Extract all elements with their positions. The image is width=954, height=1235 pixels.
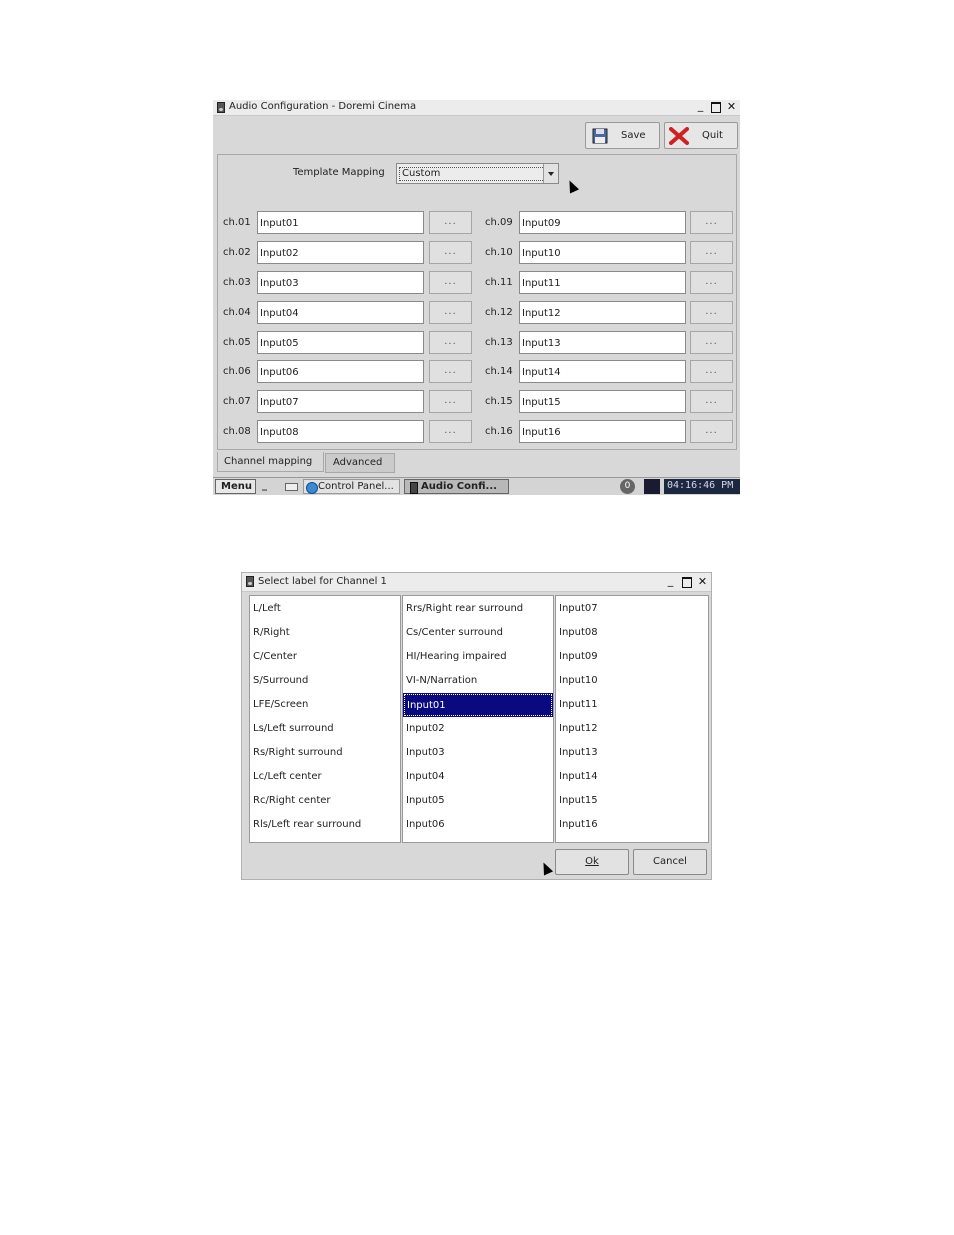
channel-label: ch.01 [223, 217, 251, 228]
channel-label: ch.03 [223, 277, 251, 288]
quit-button[interactable] [664, 122, 738, 149]
list-item[interactable]: Ls/Left surround [253, 723, 334, 734]
floppy-disk-icon [592, 128, 608, 144]
channel-input[interactable]: Input11 [519, 271, 686, 294]
channel-input[interactable]: Input13 [519, 331, 686, 354]
channel-label: ch.02 [223, 247, 251, 258]
channel-browse-button[interactable]: ... [690, 301, 733, 324]
channel-browse-button[interactable]: ... [690, 420, 733, 443]
channel-browse-button[interactable]: ... [429, 301, 472, 324]
channel-input[interactable]: Input04 [257, 301, 424, 324]
cancel-button[interactable] [633, 849, 707, 875]
minimize-all-button[interactable] [258, 479, 276, 494]
list-item[interactable]: Cs/Center surround [406, 627, 503, 638]
close-icon[interactable]: ✕ [726, 100, 737, 113]
list-item[interactable]: Input14 [559, 771, 598, 782]
channel-label: ch.04 [223, 307, 251, 318]
select-label-dialog [241, 572, 712, 880]
tab-advanced[interactable]: Advanced [325, 453, 395, 473]
channel-browse-button[interactable]: ... [429, 390, 472, 413]
list-item[interactable]: Input10 [559, 675, 598, 686]
audio-configuration-window [213, 100, 740, 494]
list-item[interactable]: L/Left [253, 603, 281, 614]
list-item[interactable]: Rls/Left rear surround [253, 819, 362, 830]
label-column-3[interactable] [555, 595, 709, 843]
taskbar-audio-config[interactable] [404, 479, 509, 494]
channel-browse-button[interactable]: ... [690, 241, 733, 264]
notification-badge[interactable]: 0 [620, 479, 635, 494]
taskbar-control-panel[interactable] [303, 479, 400, 494]
list-item[interactable]: Rs/Right surround [253, 747, 343, 758]
list-item[interactable]: Input01 [404, 694, 552, 716]
channel-label: ch.15 [485, 396, 513, 407]
label-column-2[interactable] [402, 595, 554, 843]
channel-input[interactable]: Input15 [519, 390, 686, 413]
channel-browse-button[interactable]: ... [690, 390, 733, 413]
channel-browse-button[interactable]: ... [429, 360, 472, 383]
minimize-icon[interactable]: _ [667, 574, 674, 587]
template-mapping-value: Custom [399, 167, 545, 181]
list-item[interactable]: Input13 [559, 747, 598, 758]
clock: 04:16:46 PM [664, 479, 740, 494]
tab-channel-mapping[interactable]: Channel mapping [217, 452, 324, 472]
list-item[interactable]: S/Surround [253, 675, 309, 686]
channel-input[interactable]: Input02 [257, 241, 424, 264]
list-item[interactable]: Rrs/Right rear surround [406, 603, 524, 614]
channel-browse-button[interactable]: ... [690, 211, 733, 234]
list-item[interactable]: HI/Hearing impaired [406, 651, 507, 662]
channel-input[interactable]: Input10 [519, 241, 686, 264]
list-item[interactable]: Input11 [559, 699, 598, 710]
channel-browse-button[interactable]: ... [429, 271, 472, 294]
list-item[interactable]: C/Center [253, 651, 298, 662]
channel-label: ch.07 [223, 396, 251, 407]
channel-input[interactable]: Input16 [519, 420, 686, 443]
control-panel-label: Control Panel... [318, 481, 394, 492]
close-icon[interactable]: ✕ [697, 575, 708, 588]
channel-input[interactable]: Input03 [257, 271, 424, 294]
list-item[interactable]: Input08 [559, 627, 598, 638]
channel-label: ch.12 [485, 307, 513, 318]
channel-label: ch.05 [223, 337, 251, 348]
channel-input[interactable]: Input06 [257, 360, 424, 383]
show-desktop-button[interactable] [281, 479, 301, 494]
channel-input[interactable]: Input09 [519, 211, 686, 234]
title-bar[interactable] [213, 100, 740, 116]
list-item[interactable]: Input15 [559, 795, 598, 806]
channel-label: ch.14 [485, 366, 513, 377]
audio-config-label: Audio Confi... [421, 481, 497, 492]
channel-browse-button[interactable]: ... [429, 241, 472, 264]
list-item[interactable]: VI-N/Narration [406, 675, 478, 686]
minimize-label: _ [262, 480, 267, 491]
channel-label: ch.09 [485, 217, 513, 228]
channel-label: ch.11 [485, 277, 513, 288]
list-item[interactable]: Input06 [406, 819, 445, 830]
quit-label: Quit [702, 130, 723, 141]
channel-browse-button[interactable]: ... [429, 331, 472, 354]
maximize-icon[interactable] [682, 577, 692, 588]
list-item[interactable]: Rc/Right center [253, 795, 331, 806]
channel-input[interactable]: Input08 [257, 420, 424, 443]
list-item[interactable]: LFE/Screen [253, 699, 309, 710]
tray-icon[interactable] [644, 479, 660, 494]
save-label: Save [621, 130, 646, 141]
list-item[interactable]: Input03 [406, 747, 445, 758]
channel-browse-button[interactable]: ... [429, 420, 472, 443]
desktop-icon [285, 483, 298, 491]
list-item[interactable]: Input12 [559, 723, 598, 734]
channel-input[interactable]: Input05 [257, 331, 424, 354]
cancel-label: Cancel [653, 856, 687, 867]
chevron-down-icon[interactable] [543, 164, 558, 183]
channel-label: ch.13 [485, 337, 513, 348]
channel-input[interactable]: Input01 [257, 211, 424, 234]
template-mapping-label: Template Mapping [293, 167, 385, 178]
dialog-title: Select label for Channel 1 [258, 576, 387, 587]
label-column-1[interactable] [249, 595, 401, 843]
channel-label: ch.10 [485, 247, 513, 258]
channel-browse-button[interactable]: ... [690, 271, 733, 294]
channel-browse-button[interactable]: ... [690, 331, 733, 354]
maximize-icon[interactable] [711, 102, 721, 113]
channel-label: ch.06 [223, 366, 251, 377]
speaker-icon [410, 482, 418, 494]
list-item[interactable]: Input07 [559, 603, 598, 614]
template-mapping-select[interactable] [396, 163, 559, 184]
window-title: Audio Configuration - Doremi Cinema [229, 101, 417, 112]
speaker-icon [246, 576, 254, 587]
taskbar [213, 477, 740, 495]
channel-input[interactable]: Input14 [519, 360, 686, 383]
channel-input[interactable]: Input12 [519, 301, 686, 324]
menu-button[interactable]: Menu [215, 479, 256, 494]
save-button[interactable] [585, 122, 660, 149]
speaker-icon [217, 102, 225, 113]
dialog-title-bar[interactable] [242, 573, 711, 592]
list-item[interactable]: Input09 [559, 651, 598, 662]
list-item[interactable]: R/Right [253, 627, 290, 638]
channel-label: ch.08 [223, 426, 251, 437]
channel-label: ch.16 [485, 426, 513, 437]
list-item[interactable]: Input16 [559, 819, 598, 830]
gear-icon [306, 482, 318, 494]
red-x-icon [669, 127, 689, 145]
list-item[interactable]: Input05 [406, 795, 445, 806]
list-item[interactable]: Input04 [406, 771, 445, 782]
minimize-icon[interactable]: _ [697, 99, 704, 112]
channel-browse-button[interactable]: ... [690, 360, 733, 383]
list-item[interactable]: Input02 [406, 723, 445, 734]
ok-label: Ok [585, 856, 599, 867]
ok-button[interactable] [555, 849, 629, 875]
list-item[interactable]: Lc/Left center [253, 771, 322, 782]
channel-input[interactable]: Input07 [257, 390, 424, 413]
channel-browse-button[interactable]: ... [429, 211, 472, 234]
